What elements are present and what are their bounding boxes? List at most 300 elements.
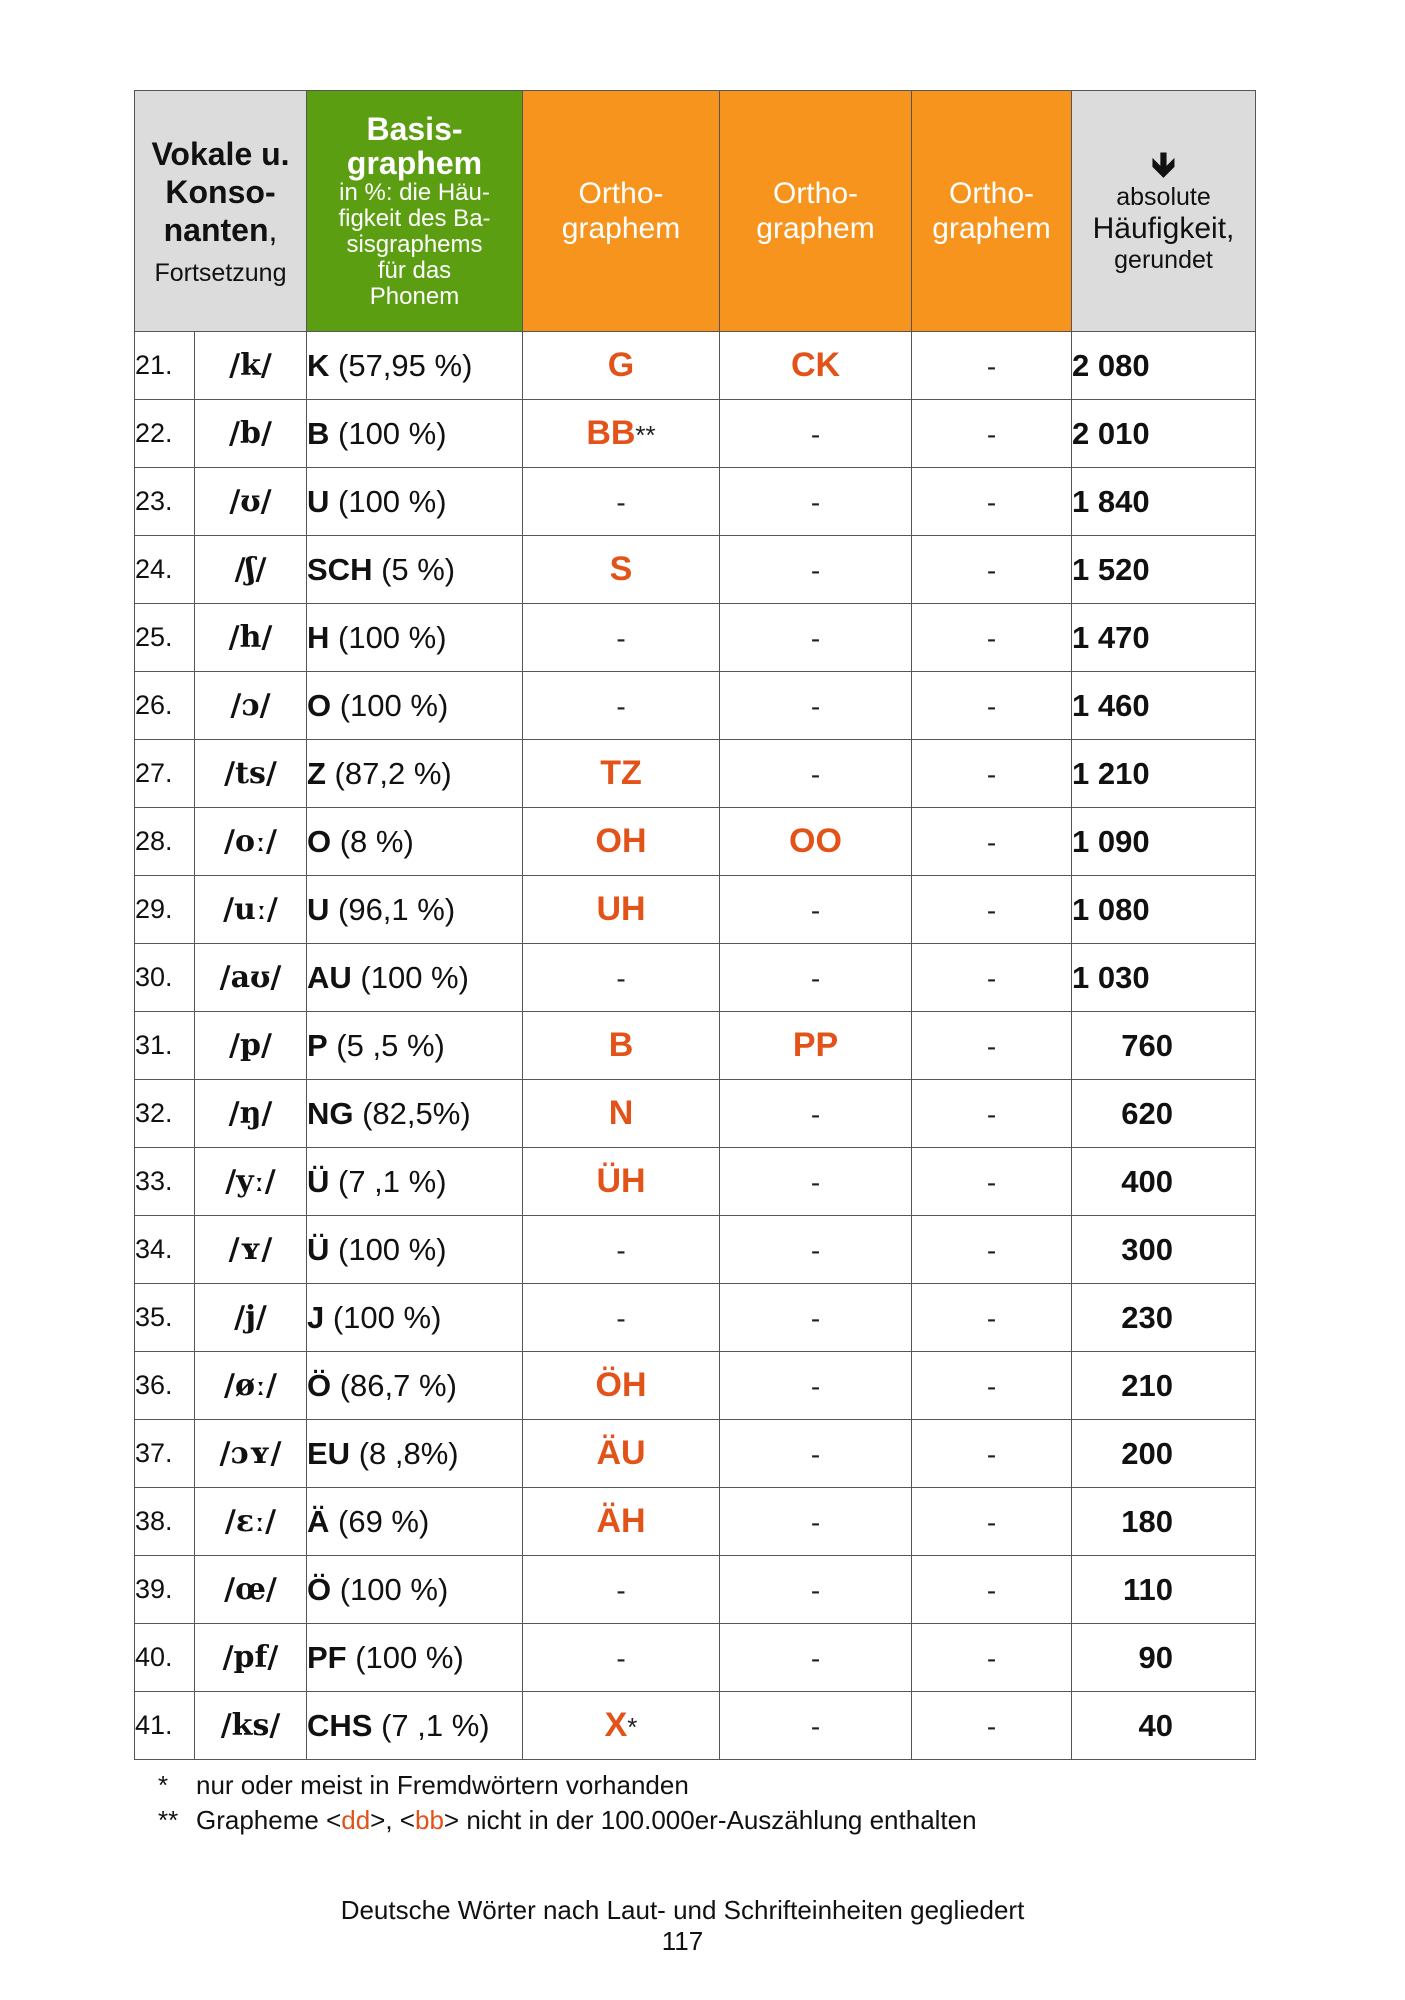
table-row bbox=[135, 1420, 1256, 1488]
phoneme-ipa-text: /ɔʏ/ bbox=[219, 1436, 282, 1471]
absolute-frequency: 1 520 bbox=[1072, 536, 1256, 604]
basis-graphem bbox=[307, 1352, 523, 1420]
header-basisgraphem bbox=[307, 91, 523, 332]
phoneme-ipa bbox=[195, 1080, 307, 1148]
phoneme-ipa-text: /j/ bbox=[234, 1300, 267, 1335]
row-number: 26. bbox=[135, 672, 195, 740]
orthographem-1 bbox=[523, 740, 720, 808]
orthographem-2 bbox=[720, 400, 912, 468]
orthographem-1 bbox=[523, 1624, 720, 1692]
basis-graphem bbox=[307, 1488, 523, 1556]
basis-graphem-letter: H bbox=[307, 619, 330, 655]
absolute-frequency: 1 030 bbox=[1072, 944, 1256, 1012]
absolute-frequency: 300 bbox=[1072, 1216, 1256, 1284]
orthographem-1-text: BB bbox=[586, 414, 636, 452]
absolute-frequency: 180 bbox=[1072, 1488, 1256, 1556]
basis-graphem-percent: (100 %) bbox=[329, 415, 447, 451]
basis-graphem-letter: EU bbox=[307, 1435, 351, 1471]
basis-graphem bbox=[307, 1692, 523, 1760]
phoneme-ipa-text: /p/ bbox=[229, 1028, 272, 1063]
absolute-frequency: 230 bbox=[1072, 1284, 1256, 1352]
header-basis-sub3: sisgraphems bbox=[346, 231, 483, 258]
table-row bbox=[135, 1556, 1256, 1624]
orthographem-3-text: - bbox=[986, 1575, 997, 1606]
orthographem-2-text: - bbox=[810, 1439, 821, 1470]
basis-graphem-percent: (100 %) bbox=[329, 483, 447, 519]
orthographem-3 bbox=[912, 876, 1072, 944]
orthographem-3-text: - bbox=[986, 1711, 997, 1742]
row-number: 35. bbox=[135, 1284, 195, 1352]
basis-graphem-percent: (5 ,5 %) bbox=[327, 1027, 445, 1063]
phoneme-grapheme-table bbox=[134, 90, 1256, 1760]
row-number: 34. bbox=[135, 1216, 195, 1284]
basis-graphem bbox=[307, 740, 523, 808]
absolute-frequency: 210 bbox=[1072, 1352, 1256, 1420]
header-basis-line1: Basis- bbox=[366, 111, 463, 147]
row-number: 22. bbox=[135, 400, 195, 468]
absolute-frequency: 90 bbox=[1072, 1624, 1256, 1692]
footnote-2-text-b: >, < bbox=[370, 1805, 415, 1835]
basis-graphem bbox=[307, 604, 523, 672]
row-number: 40. bbox=[135, 1624, 195, 1692]
orthographem-1 bbox=[523, 332, 720, 400]
orthographem-2-text: - bbox=[810, 1235, 821, 1266]
absolute-frequency: 2 010 bbox=[1072, 400, 1256, 468]
basis-graphem-letter: Ü bbox=[307, 1163, 330, 1199]
basis-graphem bbox=[307, 1556, 523, 1624]
phoneme-ipa bbox=[195, 1624, 307, 1692]
phoneme-ipa bbox=[195, 400, 307, 468]
basis-graphem-letter: O bbox=[307, 687, 332, 723]
basis-graphem-percent: (100 %) bbox=[331, 687, 449, 723]
orthographem-2 bbox=[720, 1420, 912, 1488]
orthographem-2 bbox=[720, 604, 912, 672]
orthographem-1 bbox=[523, 1012, 720, 1080]
footnote-2-bb: bb bbox=[415, 1805, 444, 1835]
orthographem-2 bbox=[720, 1352, 912, 1420]
orthographem-2-text: PP bbox=[792, 1026, 839, 1064]
orthographem-1 bbox=[523, 1692, 720, 1760]
orthographem-1 bbox=[523, 1284, 720, 1352]
orthographem-2 bbox=[720, 944, 912, 1012]
arrow-down-icon: 🡻 bbox=[1151, 146, 1176, 184]
orthographem-1-text: - bbox=[616, 1575, 626, 1606]
header-ortho1-l1: Ortho- bbox=[578, 177, 664, 210]
orthographem-2-text: - bbox=[810, 1711, 821, 1742]
orthographem-3-text: - bbox=[986, 1031, 997, 1062]
phoneme-ipa bbox=[195, 1420, 307, 1488]
basis-graphem-letter: PF bbox=[307, 1639, 347, 1675]
orthographem-3 bbox=[912, 1556, 1072, 1624]
row-number: 23. bbox=[135, 468, 195, 536]
absolute-frequency: 1 090 bbox=[1072, 808, 1256, 876]
header-orthographem-2 bbox=[720, 91, 912, 332]
orthographem-2 bbox=[720, 1624, 912, 1692]
orthographem-3-text: - bbox=[986, 1167, 997, 1198]
orthographem-2 bbox=[720, 876, 912, 944]
phoneme-ipa-text: /ɛː/ bbox=[224, 1504, 277, 1539]
header-vokale-line3: nanten bbox=[163, 211, 269, 248]
phoneme-ipa-text: /øː/ bbox=[224, 1368, 277, 1403]
orthographem-3-text: - bbox=[986, 1235, 997, 1266]
orthographem-2-text: - bbox=[810, 1303, 821, 1334]
table-row bbox=[135, 400, 1256, 468]
phoneme-ipa bbox=[195, 468, 307, 536]
footnote-2-mark: ** bbox=[158, 1805, 179, 1835]
orthographem-3 bbox=[912, 604, 1072, 672]
row-number: 36. bbox=[135, 1352, 195, 1420]
row-number: 21. bbox=[135, 332, 195, 400]
orthographem-2 bbox=[720, 1012, 912, 1080]
orthographem-2-text: OO bbox=[789, 822, 842, 860]
phoneme-ipa bbox=[195, 332, 307, 400]
phoneme-ipa bbox=[195, 1216, 307, 1284]
basis-graphem-percent: (100 %) bbox=[324, 1299, 442, 1335]
absolute-frequency: 400 bbox=[1072, 1148, 1256, 1216]
orthographem-3-text: - bbox=[986, 963, 997, 994]
footnotes bbox=[158, 1768, 977, 1838]
orthographem-1 bbox=[523, 536, 720, 604]
orthographem-1 bbox=[523, 672, 720, 740]
phoneme-ipa bbox=[195, 1012, 307, 1080]
orthographem-2-text: - bbox=[810, 1575, 821, 1606]
orthographem-2 bbox=[720, 1148, 912, 1216]
orthographem-2 bbox=[720, 1080, 912, 1148]
phoneme-ipa bbox=[195, 808, 307, 876]
orthographem-3-text: - bbox=[986, 895, 997, 926]
orthographem-1 bbox=[523, 1216, 720, 1284]
basis-graphem-percent: (87,2 %) bbox=[325, 755, 452, 791]
orthographem-1-text: - bbox=[616, 623, 626, 654]
orthographem-3 bbox=[912, 1012, 1072, 1080]
orthographem-2-text: - bbox=[810, 487, 821, 518]
orthographem-2-text: CK bbox=[790, 346, 841, 384]
phoneme-ipa-text: /k/ bbox=[229, 348, 272, 383]
table-body bbox=[135, 332, 1256, 1760]
footnote-2-text-a: Grapheme < bbox=[196, 1805, 342, 1835]
basis-graphem-letter: U bbox=[307, 483, 330, 519]
orthographem-3 bbox=[912, 808, 1072, 876]
absolute-frequency: 40 bbox=[1072, 1692, 1256, 1760]
phoneme-ipa bbox=[195, 1556, 307, 1624]
basis-graphem-percent: (69 %) bbox=[329, 1503, 430, 1539]
orthographem-3 bbox=[912, 740, 1072, 808]
phoneme-ipa bbox=[195, 1692, 307, 1760]
table-row bbox=[135, 808, 1256, 876]
table-row bbox=[135, 876, 1256, 944]
orthographem-2 bbox=[720, 1556, 912, 1624]
orthographem-2-text: - bbox=[810, 895, 821, 926]
orthographem-3-text: - bbox=[986, 1303, 997, 1334]
orthographem-3 bbox=[912, 944, 1072, 1012]
basis-graphem-letter: CHS bbox=[307, 1707, 373, 1743]
basis-graphem-percent: (7 ,1 %) bbox=[372, 1707, 490, 1743]
table-row bbox=[135, 1216, 1256, 1284]
phoneme-ipa-text: /h/ bbox=[228, 620, 273, 655]
orthographem-3-text: - bbox=[986, 487, 997, 518]
basis-graphem bbox=[307, 944, 523, 1012]
orthographem-1 bbox=[523, 808, 720, 876]
phoneme-ipa-text: /ʏ/ bbox=[228, 1232, 273, 1267]
table-row bbox=[135, 944, 1256, 1012]
phoneme-ipa-text: /ŋ/ bbox=[228, 1096, 273, 1131]
basis-graphem-letter: K bbox=[307, 347, 330, 383]
orthographem-3-text: - bbox=[986, 419, 997, 450]
header-basis-line2: graphem bbox=[346, 145, 483, 181]
orthographem-1-star: * bbox=[627, 1712, 638, 1742]
orthographem-2-text: - bbox=[810, 1371, 821, 1402]
table-row bbox=[135, 1284, 1256, 1352]
basis-graphem-letter: P bbox=[307, 1027, 328, 1063]
orthographem-1 bbox=[523, 400, 720, 468]
orthographem-1-text: - bbox=[616, 1303, 626, 1334]
orthographem-3-text: - bbox=[986, 759, 997, 790]
orthographem-1 bbox=[523, 876, 720, 944]
orthographem-1 bbox=[523, 604, 720, 672]
row-number: 29. bbox=[135, 876, 195, 944]
row-number: 33. bbox=[135, 1148, 195, 1216]
orthographem-3-text: - bbox=[986, 827, 997, 858]
basis-graphem bbox=[307, 808, 523, 876]
header-freq-l2: Häufigkeit, bbox=[1092, 212, 1235, 245]
basis-graphem bbox=[307, 672, 523, 740]
header-ortho2-l1: Ortho- bbox=[772, 177, 859, 210]
phoneme-ipa bbox=[195, 1284, 307, 1352]
orthographem-1-text: - bbox=[616, 1643, 626, 1674]
orthographem-2-text: - bbox=[810, 1167, 821, 1198]
orthographem-3 bbox=[912, 536, 1072, 604]
basis-graphem-letter: J bbox=[307, 1299, 325, 1335]
header-basis-sub4: für das bbox=[377, 257, 452, 284]
basis-graphem-percent: (100 %) bbox=[329, 1231, 447, 1267]
header-vokale-line2: Konso- bbox=[165, 173, 276, 210]
orthographem-1-text: ÖH bbox=[595, 1366, 647, 1404]
orthographem-3 bbox=[912, 1352, 1072, 1420]
orthographem-1-text: UH bbox=[596, 890, 646, 928]
basis-graphem bbox=[307, 1624, 523, 1692]
basis-graphem-letter: O bbox=[307, 823, 332, 859]
footnote-2 bbox=[158, 1803, 977, 1838]
orthographem-2 bbox=[720, 672, 912, 740]
orthographem-3 bbox=[912, 1420, 1072, 1488]
orthographem-2 bbox=[720, 1692, 912, 1760]
table-row bbox=[135, 1352, 1256, 1420]
footnote-2-text-c: > nicht in der 100.000er-Auszählung enthalten bbox=[443, 1805, 977, 1835]
basis-graphem-percent: (100 %) bbox=[346, 1639, 464, 1675]
table-row bbox=[135, 1488, 1256, 1556]
phoneme-ipa-text: /ks/ bbox=[220, 1708, 281, 1743]
header-orthographem-3 bbox=[912, 91, 1072, 332]
header-haeufigkeit bbox=[1072, 91, 1256, 332]
table-row bbox=[135, 604, 1256, 672]
table-row bbox=[135, 740, 1256, 808]
orthographem-2-text: - bbox=[810, 691, 821, 722]
basis-graphem-percent: (86,7 %) bbox=[331, 1367, 457, 1403]
row-number: 32. bbox=[135, 1080, 195, 1148]
orthographem-2-text: - bbox=[810, 419, 821, 450]
footnote-1 bbox=[158, 1768, 977, 1803]
orthographem-3 bbox=[912, 1148, 1072, 1216]
orthographem-2 bbox=[720, 468, 912, 536]
orthographem-1 bbox=[523, 944, 720, 1012]
orthographem-2 bbox=[720, 808, 912, 876]
orthographem-3 bbox=[912, 400, 1072, 468]
basis-graphem-letter: Ö bbox=[307, 1571, 332, 1607]
basis-graphem-percent: (5 %) bbox=[372, 551, 456, 587]
orthographem-3 bbox=[912, 1488, 1072, 1556]
phoneme-ipa bbox=[195, 740, 307, 808]
basis-graphem-letter: AU bbox=[307, 959, 352, 995]
absolute-frequency: 2 080 bbox=[1072, 332, 1256, 400]
table-row bbox=[135, 1624, 1256, 1692]
basis-graphem-percent: (100 %) bbox=[329, 619, 447, 655]
orthographem-2 bbox=[720, 1216, 912, 1284]
phoneme-ipa bbox=[195, 672, 307, 740]
header-basis-sub5: Phonem bbox=[369, 283, 460, 310]
orthographem-1 bbox=[523, 1352, 720, 1420]
row-number: 30. bbox=[135, 944, 195, 1012]
absolute-frequency: 1 210 bbox=[1072, 740, 1256, 808]
phoneme-ipa-text: /ts/ bbox=[224, 756, 277, 791]
basis-graphem-letter: U bbox=[307, 891, 330, 927]
basis-graphem-letter: SCH bbox=[307, 551, 373, 587]
orthographem-3 bbox=[912, 1080, 1072, 1148]
orthographem-2 bbox=[720, 1488, 912, 1556]
orthographem-3-text: - bbox=[986, 691, 997, 722]
basis-graphem-percent: (100 %) bbox=[351, 959, 469, 995]
orthographem-2 bbox=[720, 1284, 912, 1352]
header-orthographem-1 bbox=[523, 91, 720, 332]
row-number: 25. bbox=[135, 604, 195, 672]
basis-graphem bbox=[307, 1148, 523, 1216]
basis-graphem-letter: Ö bbox=[307, 1367, 332, 1403]
basis-graphem-percent: (100 %) bbox=[331, 1571, 449, 1607]
orthographem-2-text: - bbox=[810, 623, 821, 654]
basis-graphem-letter: Ü bbox=[307, 1231, 330, 1267]
table-row bbox=[135, 332, 1256, 400]
orthographem-1-text: - bbox=[616, 963, 626, 994]
header-vokale-comma: , bbox=[268, 211, 278, 248]
basis-graphem bbox=[307, 332, 523, 400]
absolute-frequency: 1 840 bbox=[1072, 468, 1256, 536]
basis-graphem bbox=[307, 1216, 523, 1284]
orthographem-1-text: N bbox=[608, 1094, 634, 1132]
orthographem-1 bbox=[523, 1148, 720, 1216]
orthographem-3 bbox=[912, 1216, 1072, 1284]
absolute-frequency: 1 080 bbox=[1072, 876, 1256, 944]
phoneme-ipa bbox=[195, 604, 307, 672]
absolute-frequency: 110 bbox=[1072, 1556, 1256, 1624]
orthographem-1 bbox=[523, 1556, 720, 1624]
row-number: 31. bbox=[135, 1012, 195, 1080]
orthographem-1-text: ÄU bbox=[596, 1434, 646, 1472]
phoneme-ipa-text: /oː/ bbox=[224, 824, 277, 859]
orthographem-1-text: - bbox=[616, 487, 626, 518]
header-ortho3-l2: graphem bbox=[932, 212, 1051, 245]
phoneme-ipa bbox=[195, 1488, 307, 1556]
phoneme-ipa-text: /aʊ/ bbox=[219, 960, 282, 995]
table-row bbox=[135, 1148, 1256, 1216]
header-basis-sub2: figkeit des Ba- bbox=[338, 205, 491, 232]
footnote-1-text: nur oder meist in Fremdwörtern vorhanden bbox=[196, 1770, 689, 1800]
basis-graphem-percent: (8 %) bbox=[331, 823, 414, 859]
absolute-frequency: 1 460 bbox=[1072, 672, 1256, 740]
basis-graphem bbox=[307, 1080, 523, 1148]
basis-graphem-letter: Z bbox=[307, 755, 326, 791]
basis-graphem bbox=[307, 468, 523, 536]
row-number: 39. bbox=[135, 1556, 195, 1624]
orthographem-3-text: - bbox=[986, 1371, 997, 1402]
orthographem-2-text: - bbox=[810, 759, 821, 790]
orthographem-3-text: - bbox=[986, 1439, 997, 1470]
page-number: 117 bbox=[661, 1926, 704, 1956]
orthographem-2 bbox=[720, 536, 912, 604]
orthographem-1-text: ÜH bbox=[596, 1162, 646, 1200]
orthographem-3-text: - bbox=[986, 1643, 997, 1674]
row-number: 28. bbox=[135, 808, 195, 876]
basis-graphem bbox=[307, 536, 523, 604]
orthographem-3 bbox=[912, 332, 1072, 400]
orthographem-3-text: - bbox=[986, 555, 997, 586]
basis-graphem-letter: B bbox=[307, 415, 330, 451]
orthographem-3 bbox=[912, 672, 1072, 740]
absolute-frequency: 1 470 bbox=[1072, 604, 1256, 672]
orthographem-1-text: B bbox=[608, 1026, 634, 1064]
basis-graphem-percent: (7 ,1 %) bbox=[329, 1163, 447, 1199]
phoneme-ipa bbox=[195, 536, 307, 604]
orthographem-3 bbox=[912, 468, 1072, 536]
phoneme-ipa-text: /yː/ bbox=[225, 1164, 276, 1199]
header-ortho1-l2: graphem bbox=[561, 212, 681, 245]
row-number: 38. bbox=[135, 1488, 195, 1556]
phoneme-ipa bbox=[195, 1148, 307, 1216]
orthographem-2-text: - bbox=[810, 1099, 821, 1130]
table-row bbox=[135, 468, 1256, 536]
basis-graphem bbox=[307, 1420, 523, 1488]
absolute-frequency: 620 bbox=[1072, 1080, 1256, 1148]
row-number: 41. bbox=[135, 1692, 195, 1760]
phoneme-ipa-text: /b/ bbox=[229, 416, 272, 451]
basis-graphem-percent: (8 ,8%) bbox=[350, 1435, 459, 1471]
row-number: 37. bbox=[135, 1420, 195, 1488]
header-vokale-konsonanten bbox=[135, 91, 307, 332]
orthographem-3 bbox=[912, 1692, 1072, 1760]
table-row bbox=[135, 1080, 1256, 1148]
orthographem-3-text: - bbox=[986, 1507, 997, 1538]
orthographem-2-text: - bbox=[810, 1643, 821, 1674]
header-ortho3-l1: Ortho- bbox=[948, 177, 1035, 210]
footnote-2-dd: dd bbox=[341, 1805, 371, 1835]
footnote-1-mark: * bbox=[158, 1770, 169, 1800]
orthographem-1 bbox=[523, 1488, 720, 1556]
phoneme-ipa bbox=[195, 944, 307, 1012]
basis-graphem-percent: (57,95 %) bbox=[329, 347, 473, 383]
orthographem-2 bbox=[720, 740, 912, 808]
basis-graphem-percent: (82,5%) bbox=[353, 1095, 471, 1131]
absolute-frequency: 200 bbox=[1072, 1420, 1256, 1488]
absolute-frequency: 760 bbox=[1072, 1012, 1256, 1080]
orthographem-1-text: - bbox=[616, 691, 626, 722]
table-row bbox=[135, 672, 1256, 740]
orthographem-2-text: - bbox=[810, 1507, 821, 1538]
orthographem-1-star: ** bbox=[635, 420, 656, 450]
orthographem-1-text: TZ bbox=[600, 754, 642, 792]
phoneme-ipa-text: /uː/ bbox=[223, 892, 278, 927]
header-freq-l3: gerundet bbox=[1114, 246, 1213, 274]
phoneme-ipa-text: /ɔ/ bbox=[230, 688, 271, 723]
header-freq-l1: absolute bbox=[1116, 183, 1211, 211]
orthographem-2-text: - bbox=[810, 963, 821, 994]
